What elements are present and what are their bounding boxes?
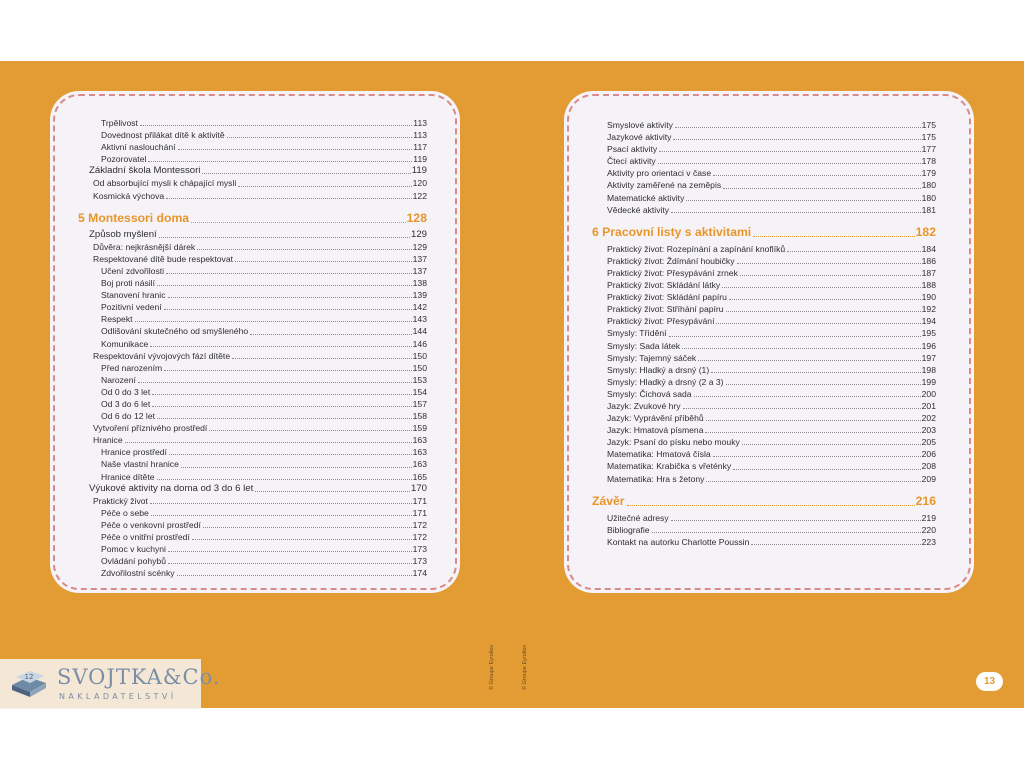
- toc-entry-page: 190: [921, 292, 936, 303]
- toc-entry-page: 201: [921, 400, 936, 411]
- logo-sub-text: NAKLADATELSTVÍ: [59, 692, 177, 701]
- toc-entry: [55, 519, 455, 531]
- toc-entry: [55, 374, 455, 386]
- toc-entry-title: Pozorovatel: [101, 154, 147, 165]
- toc-entry: [55, 531, 455, 543]
- toc-entry-page: 206: [921, 449, 936, 460]
- toc-entry-page: 163: [412, 435, 427, 446]
- dot-leader: [152, 394, 411, 395]
- toc-entry-title: 5 Montessori doma: [78, 210, 190, 225]
- toc-entry-page: 180: [921, 192, 936, 203]
- toc-entry-page: 159: [412, 423, 427, 434]
- dot-leader: [203, 527, 412, 528]
- toc-entry-page: 186: [921, 255, 936, 266]
- toc-entry: [55, 471, 455, 483]
- toc-entry-page: 175: [921, 132, 936, 143]
- toc-entry-page: 173: [412, 544, 427, 555]
- toc-entry: [55, 141, 455, 153]
- dot-leader: [235, 261, 412, 262]
- toc-entry-title: Aktivity pro orientaci v čase: [607, 168, 712, 179]
- toc-entry: [55, 153, 455, 165]
- toc-entry-title: Čtecí aktivity: [607, 156, 656, 167]
- toc-entry-title: Stanovení hranic: [101, 290, 166, 301]
- toc-entry-title: Smysly: Sada látek: [607, 340, 681, 351]
- toc-entry-title: Aktivity zaměřené na zeměpis: [607, 180, 722, 191]
- dot-leader: [742, 444, 921, 445]
- toc-entry: [55, 543, 455, 555]
- toc-entry-page: 142: [412, 302, 427, 313]
- toc-entry: [569, 388, 969, 400]
- toc-entry-title: Praktický život: Přesypávání: [607, 316, 715, 327]
- toc-entry: [55, 362, 455, 374]
- dot-leader: [706, 481, 920, 482]
- toc-entry-page: 113: [413, 130, 427, 141]
- toc-entry-title: Vědecké aktivity: [607, 204, 670, 215]
- toc-entry-page: 143: [412, 314, 427, 325]
- toc-entry-title: Pomoc v kuchyni: [101, 544, 166, 555]
- toc-entry-title: Způsob myšlení: [89, 228, 157, 240]
- toc-entry: [569, 536, 969, 548]
- toc-entry: [55, 241, 455, 253]
- toc-entry-title: Bibliografie: [607, 524, 650, 535]
- dot-leader: [250, 334, 412, 335]
- toc-entry-page: 187: [921, 267, 936, 278]
- toc-entry-title: Psací aktivity: [607, 144, 658, 155]
- toc-entry-page: 138: [412, 278, 427, 289]
- dot-leader: [713, 456, 921, 457]
- toc-entry: [55, 277, 455, 289]
- toc-entry-page: 146: [412, 338, 427, 349]
- toc-entry-title: Jazyk: Psaní do písku nebo mouky: [607, 437, 740, 448]
- toc-entry-title: Základní škola Montessori: [89, 165, 201, 177]
- dot-leader: [627, 505, 915, 506]
- toc-entry-page: 128: [406, 210, 427, 225]
- toc-entry-page: 117: [413, 142, 427, 153]
- toc-entry-page: 209: [921, 473, 936, 484]
- toc-entry-page: 203: [921, 425, 936, 436]
- dot-leader: [682, 348, 921, 349]
- toc-entry-page: 181: [921, 204, 936, 215]
- dot-leader: [729, 299, 921, 300]
- toc-entry: [569, 412, 969, 424]
- dot-leader: [157, 285, 412, 286]
- toc-entry-page: 144: [412, 326, 427, 337]
- toc-entry-title: Praktický život: Skládání látky: [607, 280, 721, 291]
- toc-entry-title: Dovednost přilákat dítě k aktivitě: [101, 130, 225, 141]
- toc-entry: [55, 410, 455, 422]
- dot-leader: [138, 382, 412, 383]
- toc-entry-page: 157: [412, 398, 427, 409]
- dot-leader: [159, 237, 410, 238]
- toc-entry: [55, 350, 455, 362]
- toc-entry: [569, 255, 969, 267]
- toc-entry-page: 197: [921, 352, 936, 363]
- toc-entry-title: Jazyk: Hmatová písmena: [607, 425, 704, 436]
- dot-leader: [238, 186, 411, 187]
- toc-entry: [569, 400, 969, 412]
- toc-entry: [55, 265, 455, 277]
- toc-entry-page: 178: [921, 156, 936, 167]
- toc-entry-title: Jazyk: Zvukové hry: [607, 400, 681, 411]
- toc-entry: [55, 555, 455, 567]
- toc-entry-title: Odlišování skutečného od smyšleného: [101, 326, 249, 337]
- toc-entry: [55, 458, 455, 470]
- toc-entry-page: 171: [412, 507, 427, 518]
- toc-entry: [55, 289, 455, 301]
- dot-leader: [178, 149, 413, 150]
- toc-entry-page: 192: [921, 304, 936, 315]
- toc-entry: [55, 129, 455, 141]
- toc-entry-page: 154: [412, 386, 427, 397]
- toc-entry-title: Naše vlastní hranice: [101, 459, 179, 470]
- toc-entry: [55, 495, 455, 507]
- toc-entry: [569, 143, 969, 155]
- toc-chapter-heading: [55, 208, 455, 228]
- toc-entry: [569, 364, 969, 376]
- dot-leader: [209, 430, 411, 431]
- toc-entry-page: 199: [921, 376, 936, 387]
- toc-entry: [569, 473, 969, 485]
- dot-leader: [753, 236, 914, 237]
- toc-list-right: [569, 119, 969, 548]
- dot-leader: [671, 212, 921, 213]
- toc-entry-title: Péče o venkovní prostředí: [101, 519, 201, 530]
- dot-leader: [669, 336, 921, 337]
- publisher-logo[interactable]: [0, 659, 221, 709]
- toc-entry-page: 171: [412, 495, 427, 506]
- toc-entry-page: 163: [412, 459, 427, 470]
- toc-entry-title: Jazykové aktivity: [607, 132, 672, 143]
- toc-entry-page: 139: [412, 290, 427, 301]
- dot-leader: [181, 467, 412, 468]
- dot-leader: [202, 173, 410, 174]
- dot-leader: [737, 263, 921, 264]
- dot-leader: [166, 198, 411, 199]
- toc-entry-page: 172: [412, 519, 427, 530]
- toc-entry: [569, 131, 969, 143]
- toc-entry-page: 220: [921, 524, 936, 535]
- dot-leader: [227, 137, 413, 138]
- logo-icon-number: 12: [24, 673, 34, 681]
- dot-leader: [686, 200, 920, 201]
- toc-entry-title: Smysly: Hladký a drsný (2 a 3): [607, 376, 724, 387]
- copyright-credit-right: © Groupe Eyrolles: [522, 644, 528, 690]
- toc-entry-title: Komunikace: [101, 338, 149, 349]
- toc-entry-page: 179: [921, 168, 936, 179]
- toc-entry-title: Od 0 do 3 let: [101, 386, 151, 397]
- toc-entry-title: Matematika: Hra s žetony: [607, 473, 705, 484]
- dot-leader: [150, 346, 411, 347]
- dot-leader: [711, 372, 920, 373]
- toc-entry-page: 182: [915, 224, 936, 239]
- toc-entry-page: 202: [921, 413, 936, 424]
- copyright-credit-left: © Groupe Eyrolles: [489, 644, 495, 690]
- toc-entry-title: Trpělivost: [101, 118, 138, 128]
- toc-entry: [55, 313, 455, 325]
- toc-entry-title: Praktický život: [93, 495, 148, 506]
- toc-entry-title: Před narozením: [101, 362, 163, 373]
- toc-entry: [569, 460, 969, 472]
- toc-entry-title: Smysly: Hladký a drsný (1): [607, 364, 710, 375]
- toc-entry-title: Důvěra: nejkrásnější dárek: [93, 241, 196, 252]
- toc-entry-title: Kosmická výchova: [93, 190, 165, 201]
- dot-leader: [151, 515, 412, 516]
- toc-entry-title: Od absorbující mysli k chápající mysli: [93, 178, 237, 189]
- toc-entry: [569, 179, 969, 191]
- toc-entry: [569, 436, 969, 448]
- dot-leader: [168, 297, 412, 298]
- toc-chapter-heading: [569, 491, 969, 511]
- toc-entry-page: 158: [412, 411, 427, 422]
- toc-entry-title: Respektování vývojových fází dítěte: [93, 350, 231, 361]
- toc-entry-title: Výukové aktivity na doma od 3 do 6 let: [89, 482, 254, 494]
- toc-entry-title: Smysly: Tajemný sáček: [607, 352, 697, 363]
- toc-entry-title: Hranice prostředí: [101, 447, 167, 458]
- dot-leader: [733, 469, 920, 470]
- toc-entry: [569, 512, 969, 524]
- toc-entry-title: Matematické aktivity: [607, 192, 685, 203]
- toc-entry: [569, 524, 969, 536]
- dot-leader: [698, 360, 921, 361]
- toc-entry-page: 174: [412, 568, 427, 579]
- toc-entry-page: 208: [921, 461, 936, 472]
- toc-entry-title: Jazyk: Vyprávění příběhů: [607, 413, 704, 424]
- toc-entry-page: 216: [915, 493, 936, 508]
- toc-entry-page: 120: [412, 178, 427, 189]
- toc-entry: [569, 448, 969, 460]
- toc-entry-title: Pozitivní vedení: [101, 302, 162, 313]
- toc-entry-page: 119: [411, 165, 427, 177]
- toc-entry: [569, 424, 969, 436]
- toc-entry: [55, 422, 455, 434]
- toc-entry-title: Hranice dítěte: [101, 471, 155, 482]
- dot-leader: [659, 151, 921, 152]
- toc-entry-title: Zdvořilostní scénky: [101, 568, 175, 579]
- dot-leader: [177, 575, 412, 576]
- toc-entry-title: Smysly: Třídění: [607, 328, 667, 339]
- toc-entry-title: 6 Pracovní listy s aktivitami: [592, 224, 752, 239]
- toc-entry: [55, 483, 455, 495]
- toc-entry-page: 137: [412, 265, 427, 276]
- dot-leader: [713, 175, 921, 176]
- toc-entry: [569, 340, 969, 352]
- toc-entry-title: Matematika: Hmatová čísla: [607, 449, 711, 460]
- toc-entry: [569, 279, 969, 291]
- left-toc-card: [53, 94, 457, 590]
- toc-entry-title: Od 6 do 12 let: [101, 411, 155, 422]
- toc-entry-page: 137: [412, 253, 427, 264]
- dot-leader: [675, 127, 921, 128]
- dot-leader: [148, 161, 412, 162]
- dot-leader: [157, 418, 412, 419]
- dot-leader: [683, 408, 921, 409]
- dot-leader: [169, 454, 412, 455]
- toc-entry: [55, 190, 455, 202]
- toc-entry-page: 195: [921, 328, 936, 339]
- toc-entry-page: 122: [412, 190, 427, 201]
- page-number: 13: [976, 672, 1003, 691]
- toc-entry: [55, 434, 455, 446]
- toc-entry-page: 180: [921, 180, 936, 191]
- dot-leader: [658, 163, 921, 164]
- toc-entry-title: Závěr: [592, 493, 625, 508]
- toc-entry-title: Užitečné adresy: [607, 512, 669, 523]
- toc-entry-title: Praktický život: Stříhání papíru: [607, 304, 724, 315]
- toc-entry: [55, 165, 455, 177]
- toc-entry: [55, 567, 455, 579]
- toc-entry: [55, 386, 455, 398]
- logo-main-text: SVOJTKA&Co.: [57, 665, 221, 689]
- toc-entry-page: 196: [921, 340, 936, 351]
- dot-leader: [723, 188, 921, 189]
- toc-entry: [569, 119, 969, 131]
- toc-entry: [569, 167, 969, 179]
- dot-leader: [164, 370, 412, 371]
- toc-entry-title: Kontakt na autorku Charlotte Poussin: [607, 536, 750, 547]
- dot-leader: [197, 249, 411, 250]
- toc-entry: [569, 192, 969, 204]
- toc-entry-page: 194: [921, 316, 936, 327]
- toc-entry-title: Učení zdvořilosti: [101, 265, 165, 276]
- toc-entry: [55, 253, 455, 265]
- toc-entry-title: Respekt: [101, 314, 133, 325]
- toc-entry: [55, 338, 455, 350]
- toc-entry-page: 219: [921, 512, 936, 523]
- toc-entry: [55, 507, 455, 519]
- dot-leader: [232, 358, 412, 359]
- toc-entry: [55, 117, 455, 129]
- toc-entry-title: Praktický život: Přesypávání zrnek: [607, 267, 738, 278]
- dot-leader: [255, 491, 410, 492]
- dot-leader: [673, 139, 920, 140]
- toc-entry: [569, 155, 969, 167]
- dot-leader: [125, 442, 412, 443]
- dot-leader: [722, 287, 920, 288]
- dot-leader: [192, 539, 412, 540]
- toc-entry-page: 175: [921, 120, 936, 130]
- toc-entry: [569, 267, 969, 279]
- toc-entry-page: 173: [412, 556, 427, 567]
- toc-entry-title: Boj proti násilí: [101, 278, 155, 289]
- toc-entry-title: Vytvoření příznivého prostředí: [93, 423, 208, 434]
- toc-entry-page: 177: [921, 144, 936, 155]
- toc-entry-page: 113: [413, 118, 427, 128]
- toc-entry: [55, 177, 455, 189]
- toc-entry: [569, 204, 969, 216]
- toc-entry-page: 165: [412, 471, 427, 482]
- dot-leader: [705, 432, 920, 433]
- toc-entry-page: 172: [412, 532, 427, 542]
- toc-entry-page: 223: [921, 536, 936, 547]
- book-stack-icon: [8, 665, 50, 703]
- dot-leader: [164, 309, 412, 310]
- toc-entry-title: Péče o sebe: [101, 507, 149, 518]
- dot-leader: [168, 563, 412, 564]
- toc-entry-page: 129: [410, 228, 427, 240]
- dot-leader: [740, 275, 921, 276]
- toc-entry: [55, 398, 455, 410]
- toc-entry-title: Od 3 do 6 let: [101, 398, 151, 409]
- toc-entry-title: Praktický život: Skládání papíru: [607, 292, 727, 303]
- dot-leader: [150, 503, 412, 504]
- dot-leader: [652, 532, 921, 533]
- dot-leader: [191, 222, 406, 223]
- toc-entry-title: Matematika: Krabička s vřeténky: [607, 461, 732, 472]
- dot-leader: [726, 384, 921, 385]
- toc-entry: [569, 291, 969, 303]
- toc-entry: [55, 301, 455, 313]
- toc-entry-page: 150: [412, 362, 427, 373]
- toc-entry: [569, 376, 969, 388]
- dot-leader: [751, 544, 920, 545]
- dot-leader: [694, 396, 921, 397]
- dot-leader: [787, 251, 920, 252]
- dot-leader: [716, 323, 920, 324]
- toc-entry-title: Narození: [101, 374, 136, 385]
- toc-entry-page: 150: [412, 350, 427, 361]
- toc-entry: [569, 352, 969, 364]
- dot-leader: [152, 406, 411, 407]
- toc-entry-title: Ovládání pohybů: [101, 556, 166, 567]
- toc-entry-title: Respektované dítě bude respektovat: [93, 253, 233, 264]
- toc-entry-page: 170: [410, 482, 427, 494]
- toc-list-left: [55, 117, 455, 579]
- toc-entry: [569, 303, 969, 315]
- toc-entry-page: 200: [921, 388, 936, 399]
- toc-entry-page: 205: [921, 437, 936, 448]
- toc-entry: [55, 325, 455, 337]
- dot-leader: [140, 125, 412, 126]
- toc-entry-page: 198: [921, 364, 936, 375]
- dot-leader: [135, 321, 412, 322]
- dot-leader: [726, 311, 921, 312]
- toc-entry-page: 153: [412, 374, 427, 385]
- toc-entry-title: Praktický život: Rozepínání a zapínání knoflíků: [607, 243, 786, 254]
- toc-entry: [569, 315, 969, 327]
- toc-entry-page: 163: [412, 447, 427, 458]
- right-toc-card: [567, 94, 971, 590]
- toc-entry: [569, 243, 969, 255]
- toc-entry: [569, 327, 969, 339]
- toc-entry-page: 129: [412, 241, 427, 252]
- toc-entry-title: Aktivní naslouchání: [101, 142, 176, 153]
- toc-entry-title: Smyslové aktivity: [607, 120, 673, 130]
- toc-entry-page: 184: [921, 243, 936, 254]
- toc-entry: [55, 446, 455, 458]
- dot-leader: [706, 420, 921, 421]
- dot-leader: [168, 551, 412, 552]
- dot-leader: [157, 479, 412, 480]
- toc-entry-page: 119: [413, 154, 427, 165]
- dot-leader: [671, 520, 921, 521]
- toc-entry: [55, 229, 455, 241]
- toc-entry-title: Hranice: [93, 435, 123, 446]
- toc-entry-page: 188: [921, 280, 936, 291]
- toc-entry-title: Péče o vnitřní prostředí: [101, 532, 190, 542]
- dot-leader: [166, 273, 412, 274]
- toc-entry-title: Praktický život: Ždímání houbičky: [607, 255, 735, 266]
- toc-entry-title: Smysly: Čichová sada: [607, 388, 692, 399]
- toc-chapter-heading: [569, 222, 969, 242]
